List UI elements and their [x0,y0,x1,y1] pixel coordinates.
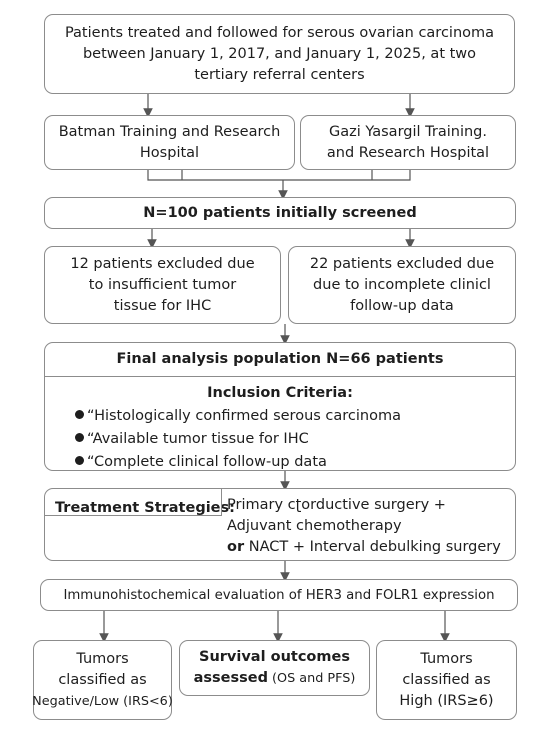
excluded-left-line-3: tissue for IHC [113,297,212,314]
treatment-divider-bottom [45,515,222,516]
treatment-line-3 [227,537,501,558]
treatment-strategies-box [44,488,516,561]
left-outcome-line-2: classified as [58,671,147,688]
merge-centers [148,170,410,180]
excluded-right-line-2: due to incomplete clinicl [313,276,491,293]
right-outcome-line-1: Tumors [420,650,473,667]
treatment-details [227,495,501,558]
gazi-hospital-box [300,115,516,170]
excluded-right-line-1: 22 patients excluded due [309,255,495,272]
excluded-right-line-3: follow-up data [350,297,454,314]
middle-outcome-line-1: Survival outcomes [199,649,350,665]
final-title [45,343,515,377]
right-outcome-line-3: High (IRS≥6) [399,692,494,709]
criteria-item [75,451,515,474]
cohort-line-2: between January 1, 2017, and January 1, 2025, at two [82,45,477,62]
middle-outcome-line-2 [194,668,356,689]
high-box [376,640,517,720]
batman-hospital-box [44,115,295,170]
bullet-icon [75,410,84,419]
inclusion-criteria-list [45,405,515,474]
criteria-item-text: “Available tumor tissue for IHC [87,431,309,447]
criteria-item-text: “Complete clinical follow-up data [87,454,327,470]
left-outcome-line-3: Negative/Low (IRS<6) [32,693,173,709]
screened-text: N=100 patients initially screened [143,204,417,221]
negative-low-box [33,640,172,720]
cohort-line-1: Patients treated and followed for serous ovarian carcinoma [64,24,495,41]
criteria-item [75,428,515,451]
treatment-line-3-rest: NACT + Interval debulking surgery [244,539,501,555]
cohort-line-3: tertiary referral centers [194,66,365,83]
treatment-label: Treatment Strategies: [55,500,235,516]
left-outcome-line-1: Tumors [76,650,129,667]
gazi-line-1: Gazi Yasargil Training. [329,123,487,140]
treatment-or: or [227,539,245,555]
cohort-description-box [44,14,515,94]
final-title-text: Final analysis population N=66 patients [116,351,444,367]
excluded-left-line-2: to insufficient tumor [88,276,237,293]
ihc-text: Immunohistochemical evaluation of HER3 and FOLR1 expression [63,587,495,603]
middle-outcome-rest: (OS and PFS) [267,671,356,686]
treatment-line-1: Primary cʈorductive surgery + [227,497,446,513]
bullet-icon [75,456,84,465]
criteria-item [75,405,515,428]
middle-outcome-assessed: assessed [193,670,268,686]
right-outcome-line-2: classified as [402,671,491,688]
ihc-evaluation-box [40,579,518,611]
treatment-divider [221,489,222,515]
batman-line-1: Batman Training and Research [58,123,281,140]
excluded-tissue-box [44,246,281,324]
batman-line-2: Hospital [139,144,200,161]
bullet-icon [75,433,84,442]
treatment-line-2: Adjuvant chemotherapy [227,518,402,534]
final-population-box [44,342,516,471]
criteria-item-text: “Histologically confirmed serous carcinoma [87,408,401,424]
survival-outcomes-box [179,640,370,696]
excluded-left-line-1: 12 patients excluded due [70,255,255,272]
inclusion-criteria-title: Inclusion Criteria: [207,385,353,401]
screened-box [44,197,516,229]
excluded-followup-box [288,246,516,324]
gazi-line-2: and Research Hospital [326,144,490,161]
